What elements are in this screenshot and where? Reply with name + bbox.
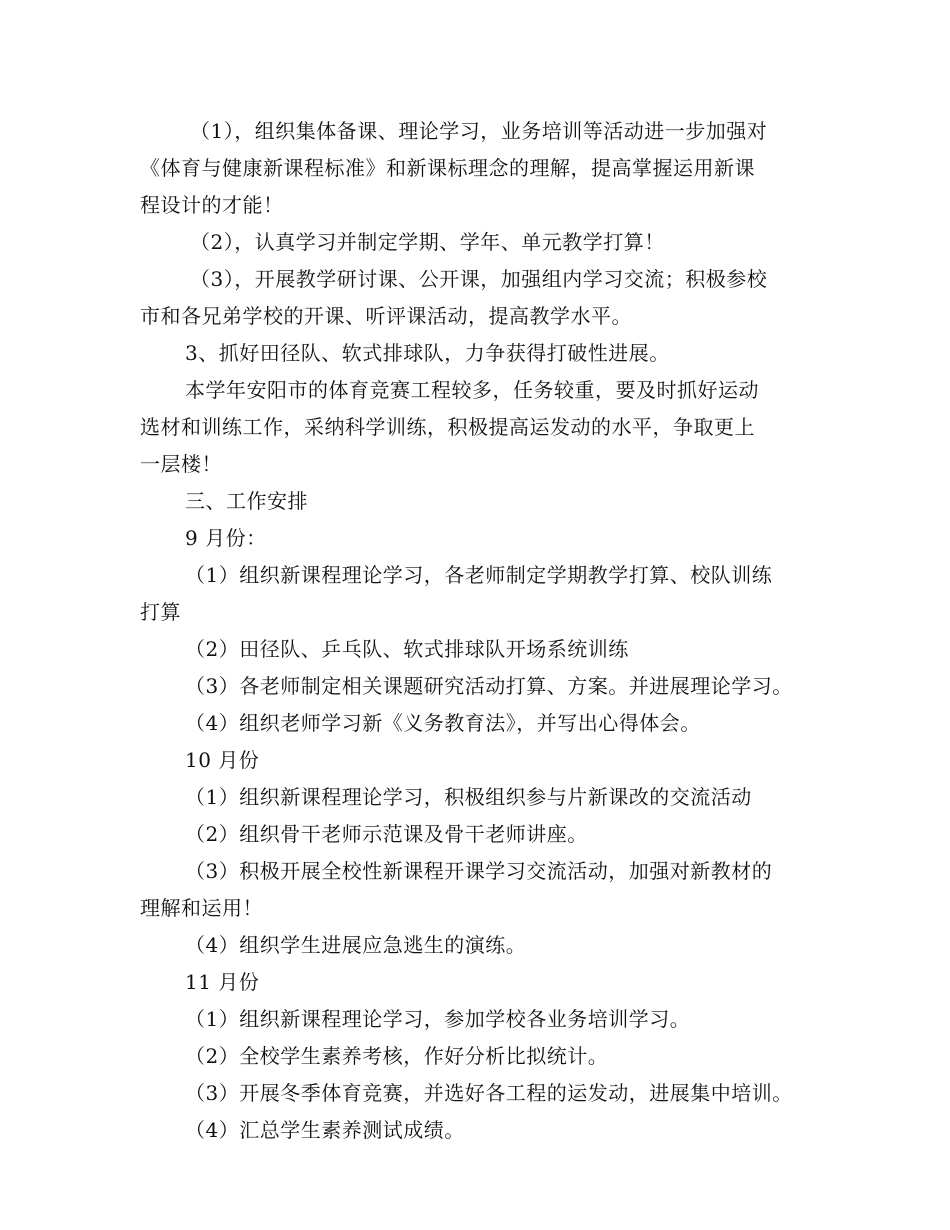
text-line: 10 月份 — [185, 748, 260, 772]
text-line: （3）开展冬季体育竞赛，并选好各工程的运发动，进展集中培训。 — [185, 1081, 793, 1105]
text-line: （1），组织集体备课、理论学习，业务培训等活动进一步加强对 — [190, 119, 768, 143]
text-line: 11 月份 — [185, 970, 260, 994]
text-line: （3），开展教学研讨课、公开课，加强组内学习交流；积极参校 — [190, 267, 768, 291]
text-line: （4）组织老师学习新《义务教育法》，并写出心得体会。 — [185, 711, 701, 735]
text-line: 三、工作安排 — [185, 489, 308, 513]
text-line: （3）积极开展全校性新课程开课学习交流活动，加强对新教材的 — [185, 859, 773, 883]
text-line: （3）各老师制定相关课题研究活动打算、方案。并进展理论学习。 — [185, 674, 793, 698]
text-line: 《体育与健康新课程标准》和新课标理念的理解，提高掌握运用新课 — [140, 156, 755, 180]
text-line: （1）组织新课程理论学习，各老师制定学期教学打算、校队训练 — [185, 563, 773, 587]
text-line: （2）田径队、乒乓队、软式排球队开场系统训练 — [185, 637, 629, 661]
text-line: （1）组织新课程理论学习，参加学校各业务培训学习。 — [185, 1007, 691, 1031]
text-line: 市和各兄弟学校的开课、听评课活动，提高教学水平。 — [140, 304, 632, 328]
text-line: 程设计的才能！ — [140, 193, 284, 217]
text-line: （1）组织新课程理论学习，积极组织参与片新课改的交流活动 — [185, 785, 752, 809]
text-line: （4）汇总学生素养测试成绩。 — [185, 1118, 465, 1142]
text-line: （2），认真学习并制定学期、学年、单元教学打算！ — [190, 230, 665, 254]
text-line: 理解和运用！ — [140, 896, 263, 920]
text-line: （4）组织学生进展应急逃生的演练。 — [185, 933, 527, 957]
text-line: 打算 — [140, 600, 181, 624]
text-line: 一层楼！ — [140, 452, 222, 476]
text-line: 选材和训练工作，采纳科学训练，积极提高运发动的水平，争取更上 — [140, 415, 755, 439]
text-line: 本学年安阳市的体育竞赛工程较多，任务较重，要及时抓好运动 — [185, 378, 759, 402]
text-line: （2）组织骨干老师示范课及骨干老师讲座。 — [185, 822, 588, 846]
text-line: （2）全校学生素养考核，作好分析比拟统计。 — [185, 1044, 609, 1068]
text-line: 3、抓好田径队、软式排球队，力争获得打破性进展。 — [185, 341, 670, 365]
text-line: 9 月份： — [185, 526, 267, 550]
